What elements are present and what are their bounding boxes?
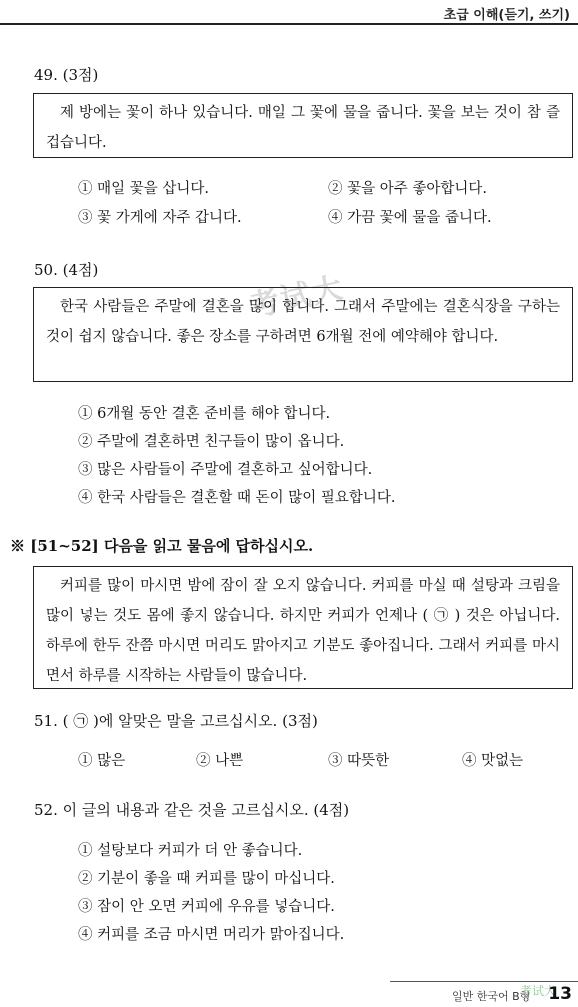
q51-option-3[interactable]: ③ 따뜻한 [328, 753, 390, 769]
question-49-passage: 제 방에는 꽃이 하나 있습니다. 매일 그 꽃에 물을 줍니다. 꽃을 보는 것이 참 즐겁습니다. [46, 105, 560, 151]
question-49-number: 49. (3점) [34, 66, 99, 84]
question-50-number: 50. (4점) [34, 261, 99, 279]
question-52: 52. 이 글의 내용과 같은 것을 고르십시오. (4점) [34, 801, 350, 819]
watermark: 考试大 [246, 270, 348, 325]
footer-logo: 考试大 [520, 984, 557, 998]
q49-option-1[interactable]: ① 매일 꽃을 삽니다. [78, 181, 209, 197]
q52-option-4[interactable]: ④ 커피를 조금 마시면 머리가 맑아집니다. [78, 927, 345, 943]
header-rule [0, 23, 578, 25]
question-49-passage-box [33, 93, 573, 158]
question-50-passage-box [33, 287, 573, 382]
header-title: 초급 이해(듣기, 쓰기) [443, 8, 570, 23]
q51-option-1[interactable]: ① 많은 [78, 753, 126, 769]
q52-option-3[interactable]: ③ 잠이 안 오면 커피에 우유를 넣습니다. [78, 899, 335, 915]
q51-option-2[interactable]: ② 나쁜 [196, 753, 244, 769]
question-50-passage: 한국 사람들은 주말에 결혼을 많이 합니다. 그래서 주말에는 결혼식장을 구하는 것이 쉽지 않습니다. 좋은 장소를 구하려면 6개월 전에 예약해야 합니다. [46, 299, 561, 345]
footer-book-title: 일반 한국어 B형 [452, 990, 531, 1003]
passage-51-52: 커피를 많이 마시면 밤에 잠이 잘 오지 않습니다. 커피를 마실 때 설탕과 크림을 많이 넣는 것도 몸에 좋지 않습니다. 하지만 커피가 언제나 ( ㉠ ) 것은 아닙니다. 하루에 한두 잔쯤 마시면 머리도 맑아지고 기분도 좋아집니다. 그래서 커피를 마시면서 하루를 시작하는 사람들이 많습니다. [46, 578, 560, 684]
q52-option-1[interactable]: ① 설탕보다 커피가 더 안 좋습니다. [78, 843, 303, 859]
q51-option-4[interactable]: ④ 맛없는 [462, 753, 524, 769]
q49-option-2[interactable]: ② 꽃을 아주 좋아합니다. [328, 181, 487, 197]
question-51: 51. ( ㉠ )에 알맞은 말을 고르십시오. (3점) [34, 712, 318, 730]
section-instruction: ※ [51~52] 다음을 읽고 물음에 답하십시오. [10, 537, 314, 555]
q50-option-2[interactable]: ② 주말에 결혼하면 친구들이 많이 옵니다. [78, 434, 345, 450]
page-number: 13 [548, 984, 572, 1004]
q49-option-3[interactable]: ③ 꽃 가게에 자주 갑니다. [78, 210, 242, 226]
q50-option-3[interactable]: ③ 많은 사람들이 주말에 결혼하고 싶어합니다. [78, 462, 373, 478]
q50-option-4[interactable]: ④ 한국 사람들은 결혼할 때 돈이 많이 필요합니다. [78, 490, 396, 506]
passage-51-52-box [33, 566, 573, 689]
q52-option-2[interactable]: ② 기분이 좋을 때 커피를 많이 마십니다. [78, 871, 335, 887]
q50-option-1[interactable]: ① 6개월 동안 결혼 준비를 해야 합니다. [78, 406, 331, 422]
q49-option-4[interactable]: ④ 가끔 꽃에 물을 줍니다. [328, 210, 492, 226]
